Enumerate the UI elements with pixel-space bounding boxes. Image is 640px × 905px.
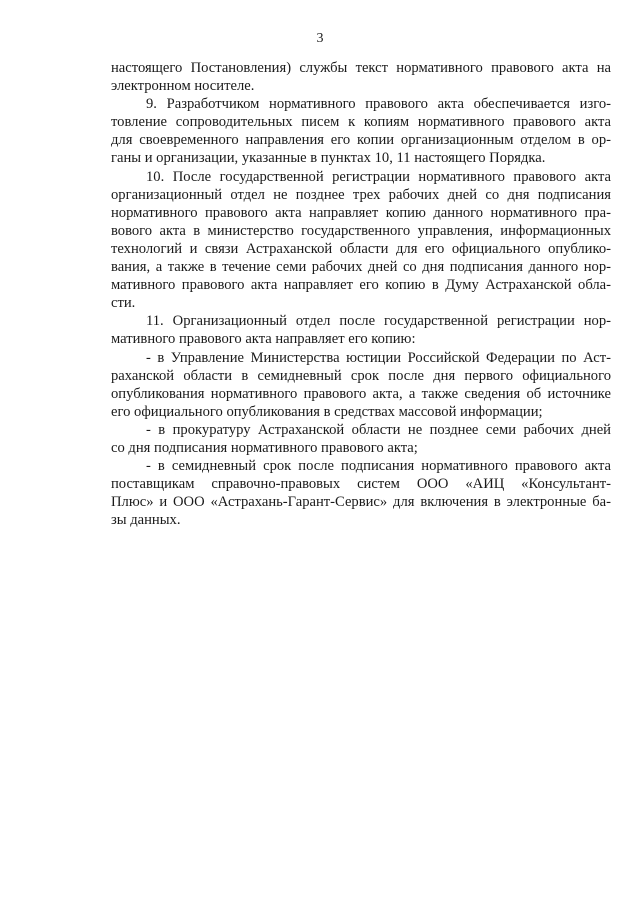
- text-line: со дня подписания нормативного правового акта;: [111, 439, 418, 456]
- text-line: - в Управление Министерства юстиции Российской Федерации по Аст-: [146, 349, 611, 366]
- text-line: сти.: [111, 295, 136, 312]
- text-line: технологий и связи Астраханской области для его официального опублико-: [111, 240, 611, 257]
- document-body: [111, 59, 611, 529]
- text-line: - в семидневный срок после подписания нормативного правового акта: [146, 458, 611, 475]
- text-line: Плюс» и ООО «Астрахань-Гарант-Сервис» для включения в электронные ба-: [111, 494, 611, 511]
- text-line: товление сопроводительных писем к копиям нормативного правового акта: [111, 114, 611, 131]
- text-line: для своевременного направления его копии организационным отделом в ор-: [111, 132, 611, 149]
- text-line: - в прокуратуру Астраханской области не позднее семи рабочих дней: [146, 421, 611, 438]
- text-line: нормативного правового акта направляет копию данного нормативного пра-: [111, 204, 611, 221]
- page-number: 3: [316, 31, 324, 46]
- text-line: 9. Разработчиком нормативного правового акта обеспечивается изго-: [146, 96, 611, 113]
- text-line: электронном носителе.: [111, 78, 255, 95]
- text-line: ганы и организации, указанные в пунктах 10, 11 настоящего Порядка.: [111, 150, 546, 167]
- text-line: организационный отдел не позднее трех рабочих дней со дня подписания: [111, 186, 611, 203]
- text-line: вания, а также в течение семи рабочих дней со дня подписания данного нор-: [111, 259, 611, 276]
- text-line: 10. После государственной регистрации нормативного правового акта: [146, 168, 611, 185]
- text-line: поставщикам справочно-правовых систем ООО «АИЦ «Консультант-: [111, 476, 611, 493]
- text-line: опубликования нормативного правового акта, а также сведения об источнике: [111, 385, 611, 402]
- text-line: его официального опубликования в средствах массовой информации;: [111, 403, 543, 420]
- text-line: вового акта в министерство государственного управления, информационных: [111, 222, 611, 239]
- text-line: мативного правового акта направляет его копию:: [111, 331, 416, 348]
- text-line: 11. Организационный отдел после государственной регистрации нор-: [146, 313, 611, 330]
- text-line: настоящего Постановления) службы текст нормативного правового акта на: [111, 60, 611, 76]
- text-line: зы данных.: [111, 512, 181, 529]
- text-line: мативного правового акта направляет его копию в Думу Астраханской обла-: [111, 277, 611, 294]
- text-line: раханской области в семидневный срок после дня первого официального: [111, 367, 611, 384]
